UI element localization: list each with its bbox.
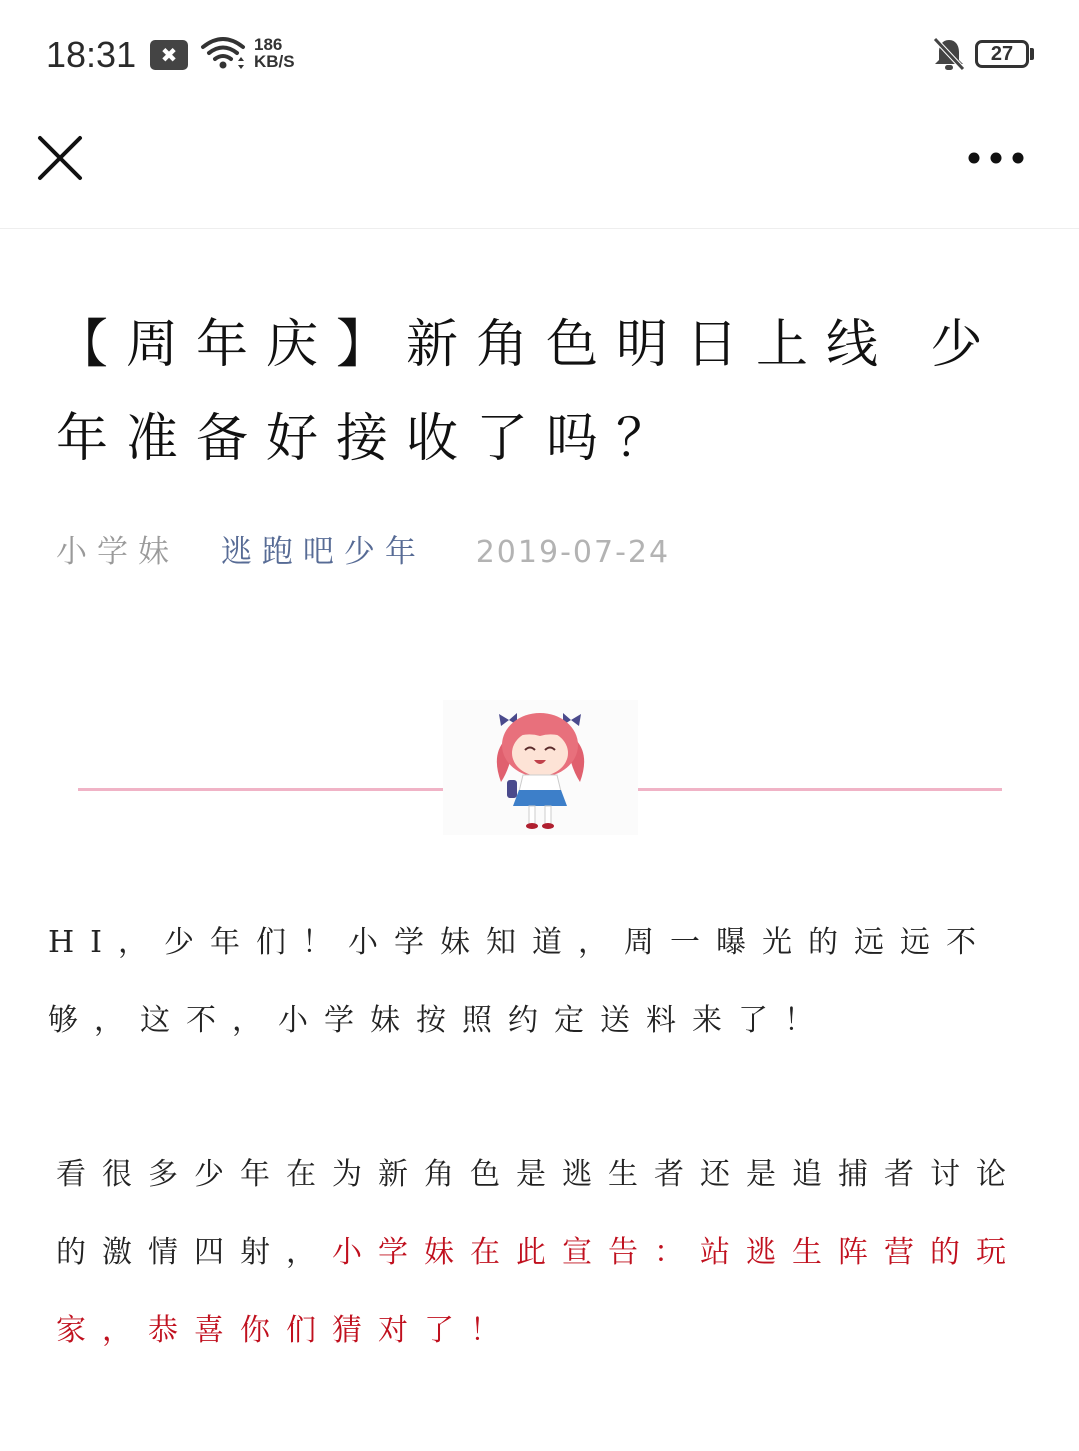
paragraph-announcement-plain: 看很多少年在为新角色是逃生者还是追捕者讨论的激情四射， — [56, 1157, 1022, 1270]
network-speed-value: 186 — [254, 35, 283, 54]
more-icon[interactable] — [960, 140, 1032, 176]
close-icon[interactable] — [34, 132, 86, 184]
status-bar — [0, 0, 1079, 100]
paragraph-announcement-highlight: 小学妹在此宣告：站逃生阵营的玩家，恭喜你们猜对了！ — [56, 1235, 1022, 1348]
battery-indicator: 27 — [975, 40, 1029, 68]
article-author: 小学妹 — [56, 534, 179, 570]
mascot-girl-illustration — [443, 700, 638, 835]
network-speed-unit: KB/S — [254, 52, 295, 71]
network-speed — [254, 36, 295, 70]
battery-nub — [1030, 48, 1034, 60]
article-meta — [56, 526, 670, 571]
paragraph-announcement — [56, 1136, 1036, 1370]
divider-line-right — [638, 788, 1002, 791]
paragraph-intro: HI，少年们！小学妹知道，周一曝光的远远不够，这不，小学妹按照约定送料来了！ — [48, 925, 993, 1038]
mascot-image — [443, 700, 638, 835]
account-name-link[interactable]: 逃跑吧少年 — [220, 534, 426, 570]
publish-date: 2019-07-24 — [475, 535, 671, 570]
wifi-icon — [200, 35, 246, 71]
divider-line-left — [78, 788, 443, 791]
status-time: 18:31 — [46, 34, 137, 75]
article-title: 【周年庆】新角色明日上线 少年准备好接收了吗？ — [56, 315, 1001, 469]
top-nav-bar — [0, 100, 1079, 229]
notification-icon: ✖ — [150, 40, 188, 70]
bell-off-icon — [932, 36, 966, 72]
